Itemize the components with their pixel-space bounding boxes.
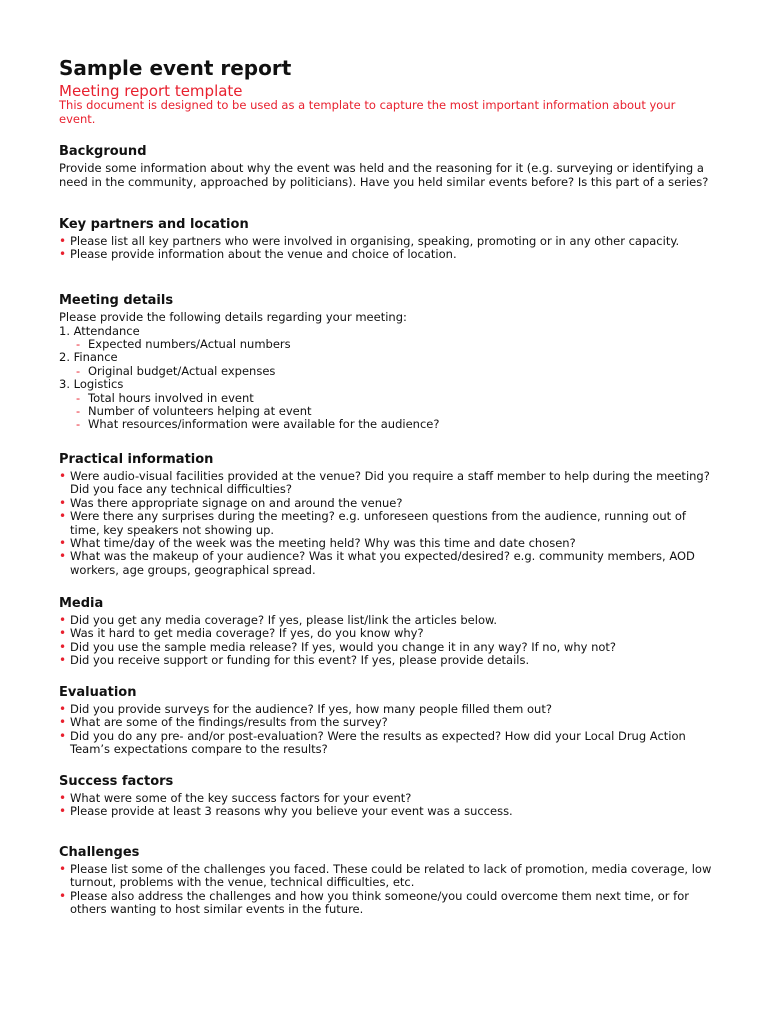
- section-heading: Challenges: [59, 845, 140, 860]
- list-item: • What time/day of the week was the meeting held? Why was this time and date chosen?: [59, 537, 719, 550]
- document-intro: This document is designed to be used as a template to capture the most important information about your event.: [59, 98, 676, 126]
- section-meeting-details: [59, 293, 719, 432]
- list-item: • Did you receive support or funding for this event? If yes, please provide details.: [59, 654, 719, 667]
- list-item: • Did you provide surveys for the audience? If yes, how many people filled them out?: [59, 703, 719, 716]
- numbered-item-label: 1. Attendance: [59, 323, 140, 338]
- list-item: • What are some of the findings/results from the survey?: [59, 716, 719, 729]
- section-heading: Key partners and location: [59, 217, 249, 232]
- sub-item: - Number of volunteers helping at event: [76, 405, 719, 418]
- numbered-item-label: 3. Logistics: [59, 377, 124, 392]
- section-challenges: [59, 845, 719, 917]
- section-key-partners: [59, 217, 719, 262]
- section-evaluation: [59, 685, 719, 757]
- document-subtitle: Meeting report template: [59, 82, 243, 100]
- list-item: • What was the makeup of your audience? Was it what you expected/desired? e.g. community members, AOD workers, age groups, geographical spread.: [59, 550, 719, 577]
- numbered-item: [59, 351, 719, 378]
- list-item: • Please list some of the challenges you faced. These could be related to lack of promotion, media coverage, low turnout, problems with the venue, technical difficulties, etc.: [59, 863, 719, 890]
- list-item: • Was there appropriate signage on and around the venue?: [59, 497, 719, 510]
- section-text: Provide some information about why the event was held and the reasoning for it (e.g. surveying or identifying a need in the community, approached by politicians). Have you held similar events before? Is this part of a series?: [59, 161, 709, 189]
- list-item: • Were there any surprises during the meeting? e.g. unforeseen questions from the audience, running out of time, key speakers not showing up.: [59, 510, 719, 537]
- list-item: • Please list all key partners who were involved in organising, speaking, promoting or in any other capacity.: [59, 235, 719, 248]
- numbered-item-label: 2. Finance: [59, 350, 118, 365]
- sub-item: - Original budget/Actual expenses: [76, 365, 719, 378]
- section-heading: Success factors: [59, 774, 174, 789]
- section-heading: Media: [59, 596, 104, 611]
- list-item: • What were some of the key success factors for your event?: [59, 792, 719, 805]
- list-item: • Please provide at least 3 reasons why you believe your event was a success.: [59, 805, 719, 818]
- sub-item: - What resources/information were available for the audience?: [76, 418, 719, 431]
- list-item: • Please provide information about the venue and choice of location.: [59, 248, 719, 261]
- list-item: • Was it hard to get media coverage? If yes, do you know why?: [59, 627, 719, 640]
- section-heading: Evaluation: [59, 685, 137, 700]
- numbered-item: [59, 378, 719, 432]
- list-item: • Were audio-visual facilities provided at the venue? Did you require a staff member to help during the meeting? Did you face any technical difficulties?: [59, 470, 719, 497]
- section-practical-information: [59, 452, 719, 577]
- list-item: • Did you do any pre- and/or post-evaluation? Were the results as expected? How did your Local Drug Action Team’s expectations compare to the results?: [59, 730, 719, 757]
- list-item: • Please also address the challenges and how you think someone/you could overcome them next time, or for others wanting to host similar events in the future.: [59, 890, 719, 917]
- numbered-item: [59, 325, 719, 352]
- section-media: [59, 596, 719, 668]
- document-title: Sample event report: [59, 56, 292, 80]
- section-heading: Background: [59, 144, 147, 159]
- list-item: • Did you use the sample media release? If yes, would you change it in any way? If no, why not?: [59, 641, 719, 654]
- section-success-factors: [59, 774, 719, 819]
- sub-item: - Expected numbers/Actual numbers: [76, 338, 719, 351]
- section-heading: Practical information: [59, 452, 214, 467]
- section-background: [59, 144, 719, 189]
- section-heading: Meeting details: [59, 293, 174, 308]
- section-text: Please provide the following details regarding your meeting:: [59, 310, 407, 324]
- sub-item: - Total hours involved in event: [76, 392, 719, 405]
- list-item: • Did you get any media coverage? If yes, please list/link the articles below.: [59, 614, 719, 627]
